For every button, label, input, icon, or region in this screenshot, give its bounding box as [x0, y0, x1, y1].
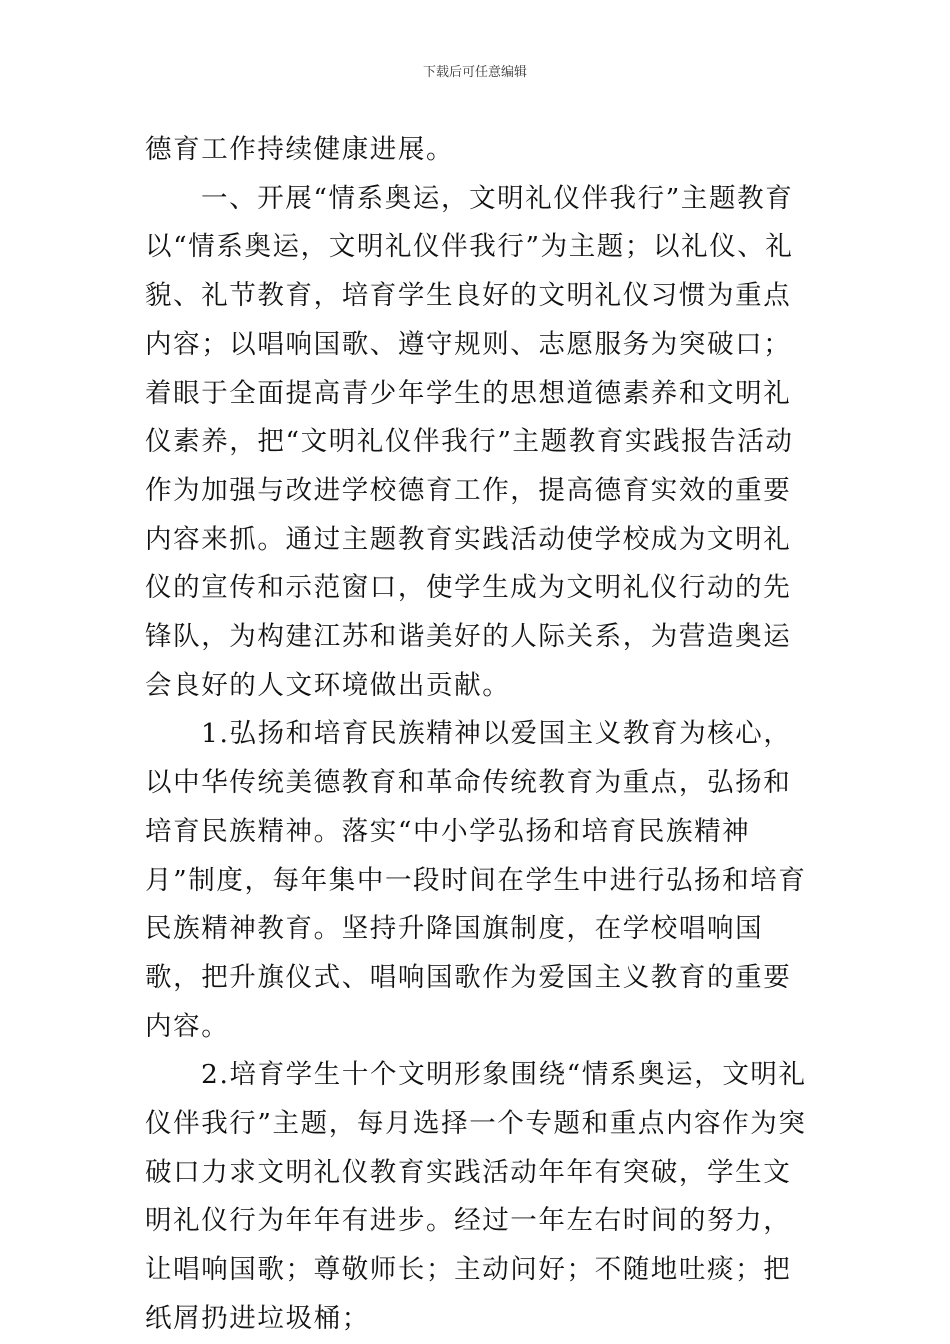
- document-body: [145, 126, 807, 1344]
- paragraph-item-one: 1.弘扬和培育民族精神以爱国主义教育为核心，以中华传统美德教育和革命传统教育为重点，弘扬和培育民族精神。落实“中小学弘扬和培育民族精神月”制度，每年集中一段时间在学生中进行弘扬和培育民族精神教育。坚持升降国旗制度，在学校唱响国歌，把升旗仪式、唱响国歌作为爱国主义教育的重要内容。: [145, 718, 807, 1042]
- page-header-note: 下载后可任意编辑: [422, 65, 527, 80]
- paragraph-continuation: 德育工作持续健康进展。: [145, 134, 455, 165]
- paragraph-item-two: 2.培育学生十个文明形象围绕“情系奥运，文明礼仪伴我行”主题，每月选择一个专题和重点内容作为突破口力求文明礼仪教育实践活动年年有突破，学生文明礼仪行为年年有进步。经过一年左右时间的努力，让唱响国歌；尊敬师长；主动问好；不随地吐痰；把纸屑扔进垃圾桶；: [145, 1059, 807, 1334]
- paragraph-section-one: 一、开展“情系奥运，文明礼仪伴我行”主题教育以“情系奥运，文明礼仪伴我行”为主题；以礼仪、礼貌、礼节教育，培育学生良好的文明礼仪习惯为重点内容；以唱响国歌、遵守规则、志愿服务为突破口；着眼于全面提高青少年学生的思想道德素养和文明礼仪素养，把“文明礼仪伴我行”主题教育实践报告活动作为加强与改进学校德育工作，提高德育实效的重要内容来抓。通过主题教育实践活动使学校成为文明礼仪的宣传和示范窗口，使学生成为文明礼仪行动的先锋队，为构建江苏和谐美好的人际关系，为营造奥运会良好的人文环境做出贡献。: [145, 182, 794, 701]
